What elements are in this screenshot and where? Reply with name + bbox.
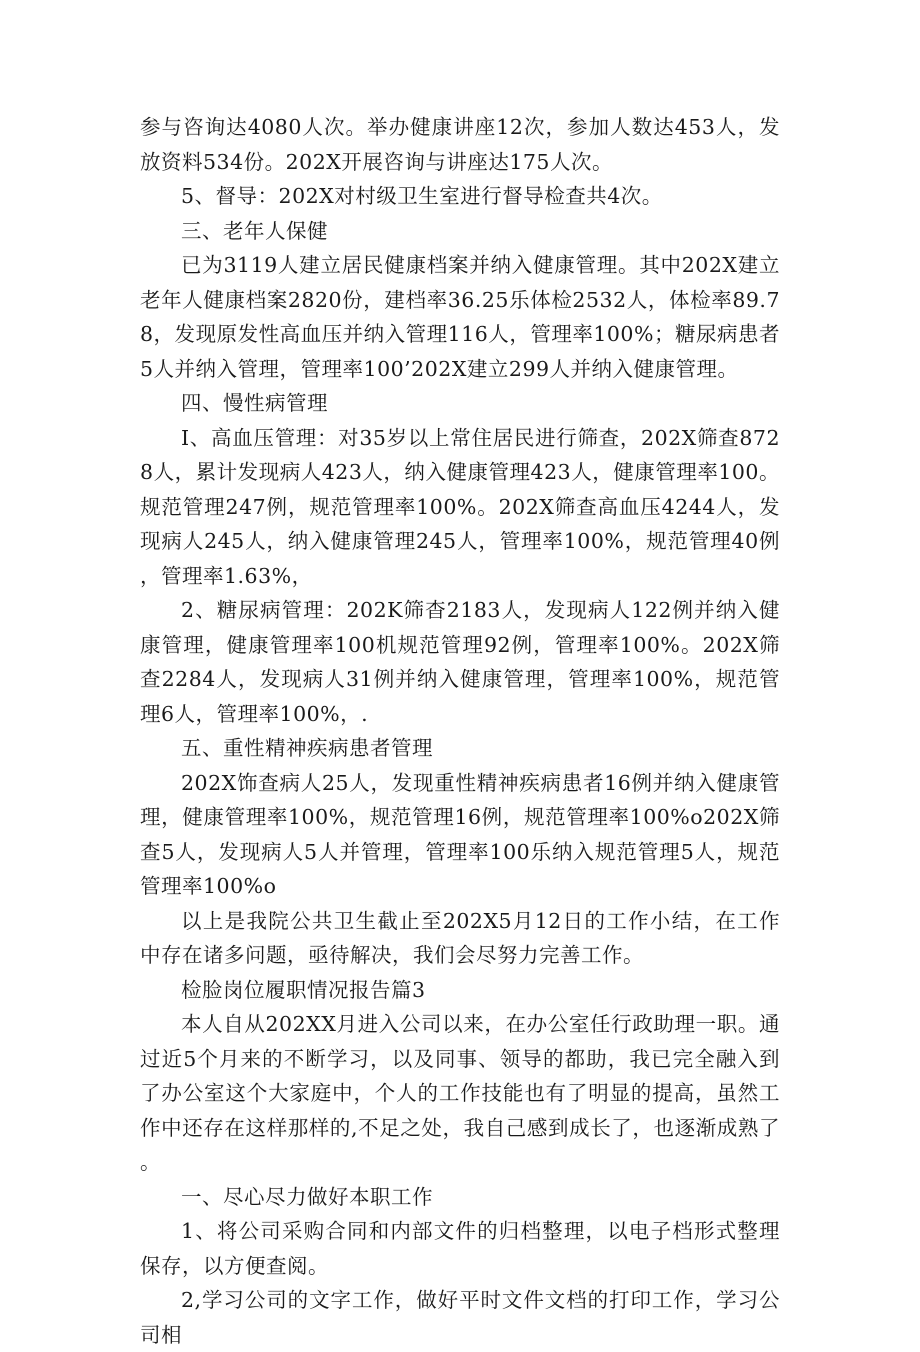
- section-heading-duties: 一、尽心尽力做好本职工作: [181, 1184, 433, 1209]
- paragraph-archiving: 1、将公司采购合同和内部文件的归档整理，以电子档形式整理保存，以方便查阅。: [140, 1219, 780, 1278]
- paragraph-summary: 以上是我院公共卫生截止至202X5月12日的工作小结，在工作中存在诸多问题，亟待解决，我们会尽努力完善工作。: [140, 908, 780, 967]
- document-body: [140, 110, 780, 1352]
- paragraph-diabetes: 2、糖尿病管理：202K筛杳2183人，发现病人122例并纳入健康管理，健康管理率100机规范管理92例，管理率100%。202X筛查2284人，发现病人31例并纳入健康管理，管理率100%，规范管理6人，管理率100%，.: [140, 598, 780, 726]
- section-heading-mental-illness: 五、重性精神疾病患者管理: [181, 736, 433, 760]
- section-heading-chronic-disease: 四、慢性病管理: [181, 391, 328, 415]
- section-heading-elderly-care: 三、老年人保健: [181, 218, 328, 243]
- paragraph-supervision: 5、督导：202X对村级卫生室进行督导检查共4次。: [181, 184, 663, 208]
- paragraph-hypertension: I、高血压管理：对35岁以上常住居民进行筛查，202X筛查8728人，累计发现病人423人，纳入健康管理423人，健康管理率100。规范管理247例，规范管理率100%。202X筛查高血压4244人，发现病人245人，纳入健康管理245人，管理率100%，规范管理40例，管理率1.63%，: [140, 425, 780, 588]
- paragraph-intro: 本人自从202XX月进入公司以来，在办公室任行政助理一职。通过近5个月来的不断学习，以及同事、领导的都助，我已完全融入到了办公室这个大家庭中，个人的工作技能也有了明显的提高，虽然工作中还存在这样那样的,不足之处，我自己感到成长了，也逐渐成熟了。: [140, 1012, 780, 1174]
- paragraph-elderly-records: 已为3119人建立居民健康档案并纳入健康管理。其中202X建立老年人健康档案2820份，建档率36.25乐体检2532人，体检率89.78，发现原发性高血压并纳入管理116人，管理率100%；糖尿病患者5人并纳入管理，管理率100’202X建立299人并纳入健康管理。: [140, 253, 780, 381]
- paragraph-text-work: 2,学习公司的文字工作，做好平时文件文档的打印工作，学习公司相: [140, 1288, 780, 1347]
- paragraph-consult-lectures: 参与咨询达4080人次。举办健康讲座12次，参加人数达453人，发放资料534份。202X开展咨询与讲座达175人次。: [140, 115, 780, 174]
- report-title: 检脸岗位履职情况报告篇3: [181, 977, 426, 1002]
- paragraph-mental-illness: 202X饰查病人25人，发现重性精神疾病患者16例并纳入健康管理，健康管理率100%，规范管理16例，规范管理率100%o202X筛查5人，发现病人5人并管理，管理率100乐纳入规范管理5人，规范管理率100%o: [140, 770, 780, 898]
